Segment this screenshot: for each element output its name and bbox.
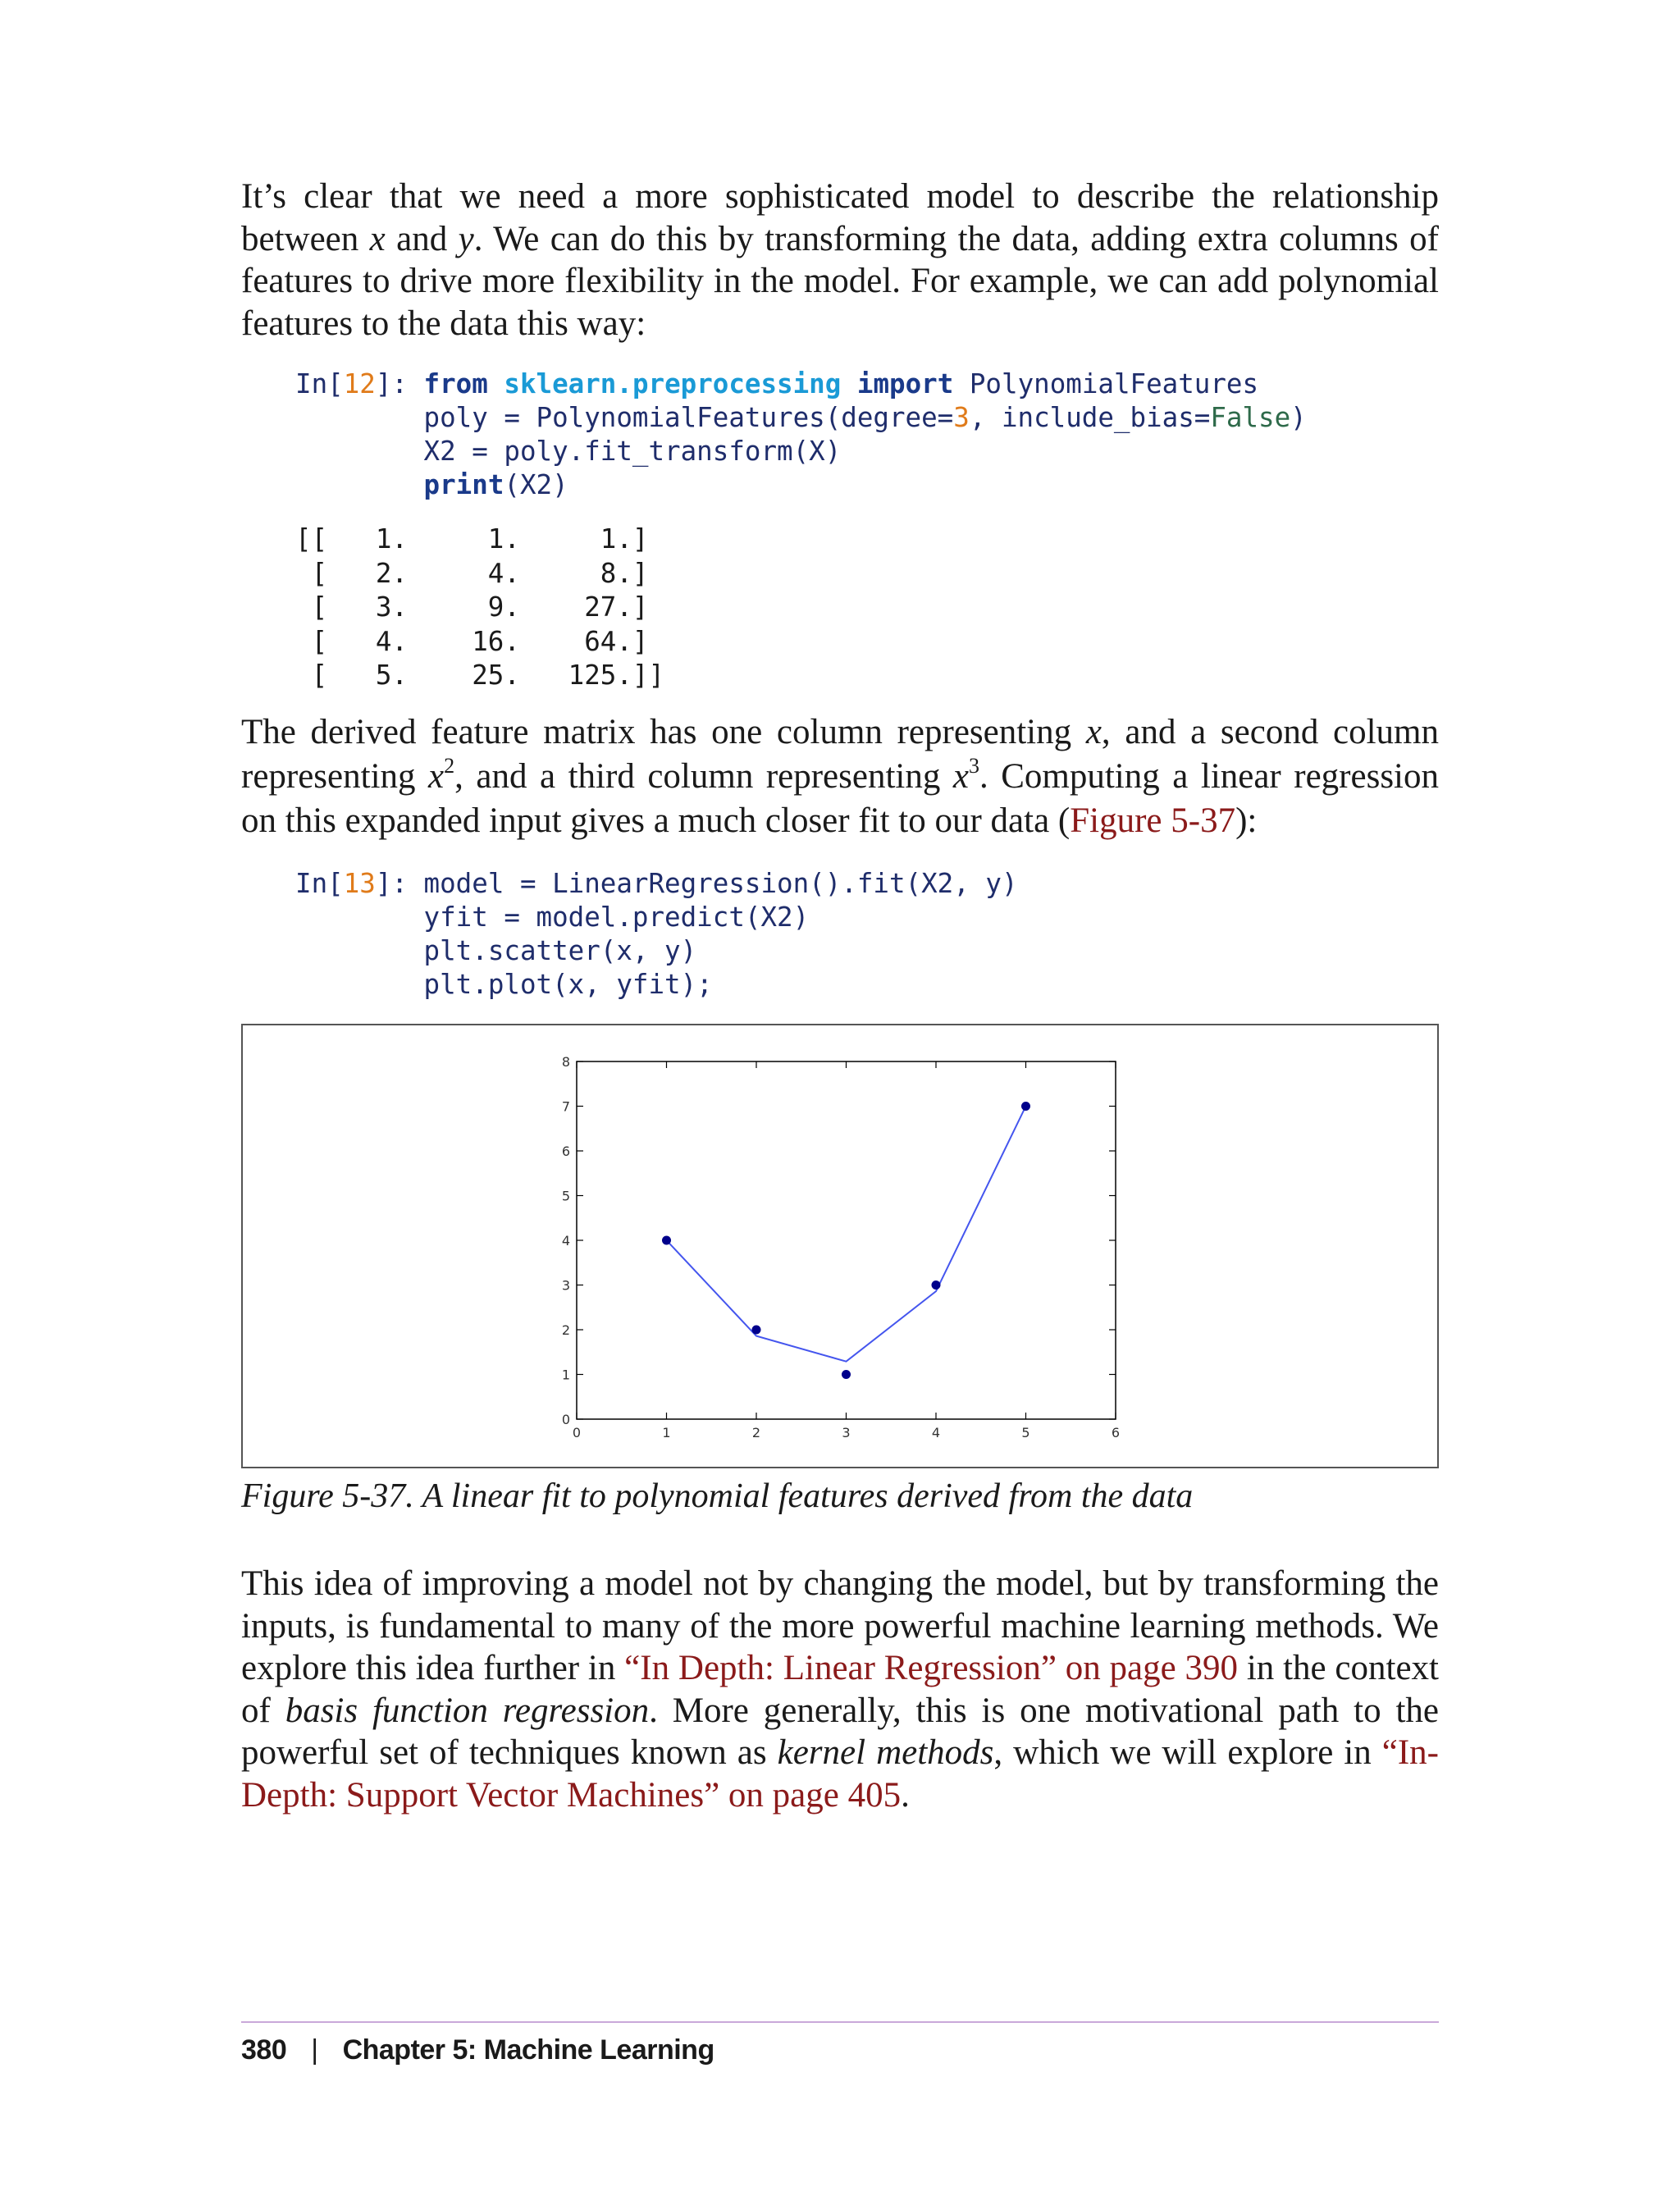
y-tick-label: 5 bbox=[561, 1188, 570, 1204]
code-cell-13: In[13]: model = LinearRegression().fit(X2, y) yfit = model.predict(X2) plt.scatter(x, y) plt.plot(x, yfit); bbox=[295, 868, 1018, 1000]
y-tick-label: 6 bbox=[561, 1144, 570, 1159]
figure-frame bbox=[241, 1024, 1439, 1468]
y-tick-label: 7 bbox=[561, 1098, 570, 1115]
paragraph-intro: It’s clear that we need a more sophisticated model to describe the relationship between x and y. We can do this by transforming the data, adding extra columns of features to drive more flexibility in the model. For example, we can add polynomial features to the data this way: bbox=[241, 177, 1439, 343]
output-line: [ 2. 4. 8.] bbox=[295, 557, 649, 589]
data-point bbox=[842, 1370, 851, 1379]
output-line: [ 5. 25. 125.]] bbox=[295, 660, 665, 691]
code-cell-12: In[12]: from sklearn.preprocessing import PolynomialFeatures poly = PolynomialFeatures(degree=3, include_bias=False) X2 = poly.fit_transform(X) print(X2) bbox=[295, 368, 1307, 500]
polynomial-fit-chart bbox=[243, 1025, 1437, 1467]
x-tick-label: 6 bbox=[1111, 1425, 1121, 1440]
code-output-matrix bbox=[295, 523, 664, 693]
output-line: [[ 1. 1. 1.] bbox=[295, 523, 649, 555]
data-point bbox=[662, 1236, 671, 1245]
y-tick-label: 3 bbox=[561, 1277, 570, 1294]
plot-area-border bbox=[577, 1061, 1116, 1419]
x-tick-label: 3 bbox=[842, 1425, 851, 1440]
figure-link[interactable]: Figure 5-37 bbox=[1070, 801, 1236, 840]
paragraph-derived-features: The derived feature matrix has one column representing x, and a second column representing $x^2$, and a third column representing $x^3$. Computing a linear regression on this expanded input gives a much closer fit to our data (Figure 5-37): bbox=[241, 713, 1439, 840]
x-tick-label: 0 bbox=[572, 1425, 582, 1440]
y-tick-label: 4 bbox=[561, 1233, 570, 1249]
link-svm[interactable]: “In-Depth: Support Vector Machines” on page 405 bbox=[241, 1733, 1439, 1815]
output-line: [ 3. 9. 27.] bbox=[295, 591, 649, 623]
data-point bbox=[932, 1281, 941, 1290]
chapter-title: Chapter 5: Machine Learning bbox=[342, 2034, 714, 2066]
data-point bbox=[1021, 1102, 1030, 1111]
fit-line bbox=[667, 1107, 1026, 1362]
y-tick-label: 2 bbox=[561, 1322, 570, 1338]
figure-caption: Figure 5-37. A linear fit to polynomial features derived from the data bbox=[241, 1477, 1194, 1515]
page-number: 380 bbox=[241, 2034, 287, 2066]
y-tick-label: 0 bbox=[561, 1412, 570, 1427]
x-tick-label: 1 bbox=[662, 1425, 671, 1440]
paragraph-basis-functions: This idea of improving a model not by changing the model, but by transforming the inputs, is fundamental to many of the more powerful machine learning methods. We explore this idea further in “In Depth: Linear Regression” on page 390 in the context of basis function regression. More generally, this is one motivational path to the powerful set of techniques known as kernel methods, which we will explore in “In-Depth: Support Vector Machines” on page 405. bbox=[241, 1564, 1439, 1815]
x-tick-label: 2 bbox=[751, 1425, 761, 1440]
x-tick-label: 4 bbox=[931, 1425, 941, 1440]
footer-separator: | bbox=[311, 2034, 318, 2066]
output-line: [ 4. 16. 64.] bbox=[295, 625, 649, 657]
footer-rule bbox=[241, 2021, 1439, 2023]
link-linear-regression[interactable]: “In Depth: Linear Regression” on page 390 bbox=[624, 1649, 1239, 1687]
page-footer bbox=[241, 2034, 714, 2066]
x-tick-label: 5 bbox=[1021, 1425, 1030, 1440]
y-tick-label: 1 bbox=[561, 1367, 570, 1383]
data-point bbox=[752, 1326, 761, 1335]
y-tick-label: 8 bbox=[561, 1054, 570, 1070]
